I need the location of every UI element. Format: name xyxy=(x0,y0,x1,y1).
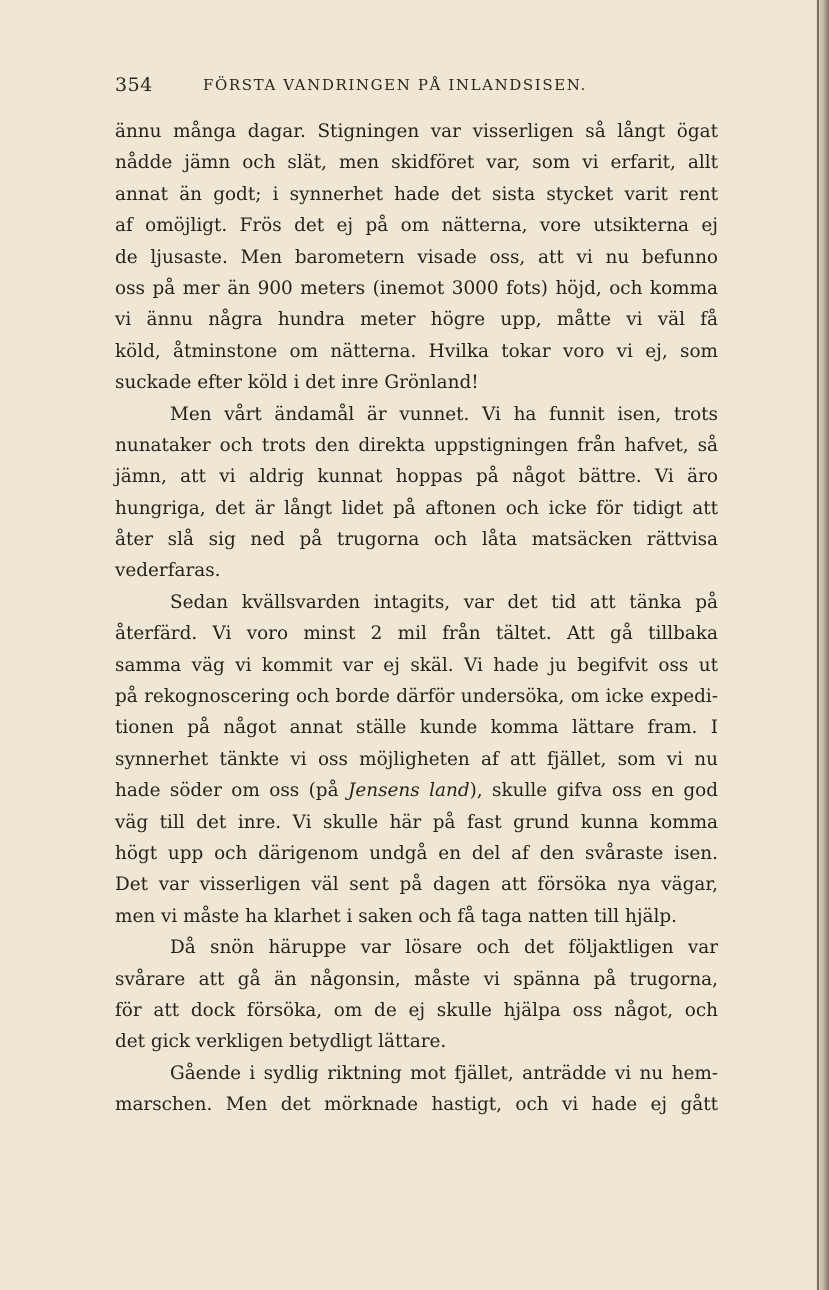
text-line: Det var visserligen väl sent på dagen att försöka nya vägar, xyxy=(115,874,718,896)
text-line: Men vårt ändamål är vunnet. Vi ha funnit isen, trots xyxy=(170,403,718,425)
text-line: köld, åtminstone om nätterna. Hvilka tokar voro vi ej, som xyxy=(115,340,718,362)
text-line: för att dock försöka, om de ej skulle hjälpa oss något, och xyxy=(115,999,718,1021)
text-line: marschen. Men det mörknade hastigt, och vi hade ej gått xyxy=(115,1094,718,1116)
page-header xyxy=(115,74,715,100)
text-line: vederfaras. xyxy=(115,560,221,582)
text-line: nunataker och trots den direkta uppstigningen från hafvet, så xyxy=(115,434,718,456)
text-line: högt upp och därigenom undgå en del af den svåraste isen. xyxy=(115,842,718,864)
text-line xyxy=(115,775,718,806)
text-line: Gående i sydlig riktning mot fjället, anträdde vi nu hem- xyxy=(170,1062,718,1084)
page-number: 354 xyxy=(115,74,153,96)
text-line: ännu många dagar. Stigningen var visserligen så långt ögat xyxy=(115,121,718,142)
text-line: samma väg vi kommit var ej skäl. Vi hade ju begifvit oss ut xyxy=(115,654,718,676)
text-line: det gick verkligen betydligt lättare. xyxy=(115,1031,447,1053)
text-line: hungriga, det är långt lidet på aftonen och icke för tidigt att xyxy=(115,497,718,519)
running-title: FÖRSTA VANDRINGEN PÅ INLANDSISEN. xyxy=(203,76,587,94)
text-line: jämn, att vi aldrig kunnat hoppas på något bättre. Vi äro xyxy=(115,466,718,488)
text-line: synnerhet tänkte vi oss möjligheten af att fjället, som vi nu xyxy=(115,748,718,770)
text-line: svårare att gå än någonsin, måste vi spänna på trugorna, xyxy=(115,968,718,990)
text-line: tionen på något annat ställe kunde komma lättare fram. I xyxy=(115,717,718,739)
text-segment: ), skulle gifva oss en god xyxy=(469,780,718,802)
page-edge-line xyxy=(817,0,819,1290)
text-line: oss på mer än 900 meters (inemot 3000 fots) höjd, och komma xyxy=(115,277,718,299)
text-line: de ljusaste. Men barometern visade oss, att vi nu befunno xyxy=(115,246,718,268)
text-line: nådde jämn och slät, men skidföret var, som vi erfarit, allt xyxy=(115,152,718,174)
text-line: återfärd. Vi voro minst 2 mil från tältet. Att gå tillbaka xyxy=(115,623,718,645)
text-line: Då snön häruppe var lösare och det följaktligen var xyxy=(170,937,718,959)
text-line: vi ännu några hundra meter högre upp, måtte vi väl få xyxy=(115,309,718,331)
text-line: af omöjligt. Frös det ej på om nätterna, vore utsikterna ej xyxy=(115,215,718,237)
text-line: Sedan kvällsvarden intagits, var det tid att tänka på xyxy=(170,591,718,613)
text-line: väg till det inre. Vi skulle här på fast grund kunna komma xyxy=(115,811,718,833)
text-line: suckade efter köld i det inre Grönland! xyxy=(115,372,479,394)
text-line: på rekognoscering och borde därför undersöka, om icke expedi- xyxy=(115,686,718,708)
text-line: annat än godt; i synnerhet hade det sista stycket varit rent xyxy=(115,183,718,205)
body-text xyxy=(115,116,718,1121)
text-line: men vi måste ha klarhet i saken och få taga natten till hjälp. xyxy=(115,905,678,927)
text-line: åter slå sig ned på trugorna och låta matsäcken rättvisa xyxy=(115,529,718,551)
italic-place-name: Jensens land xyxy=(347,780,470,802)
text-segment: hade söder om oss (på xyxy=(115,780,348,802)
